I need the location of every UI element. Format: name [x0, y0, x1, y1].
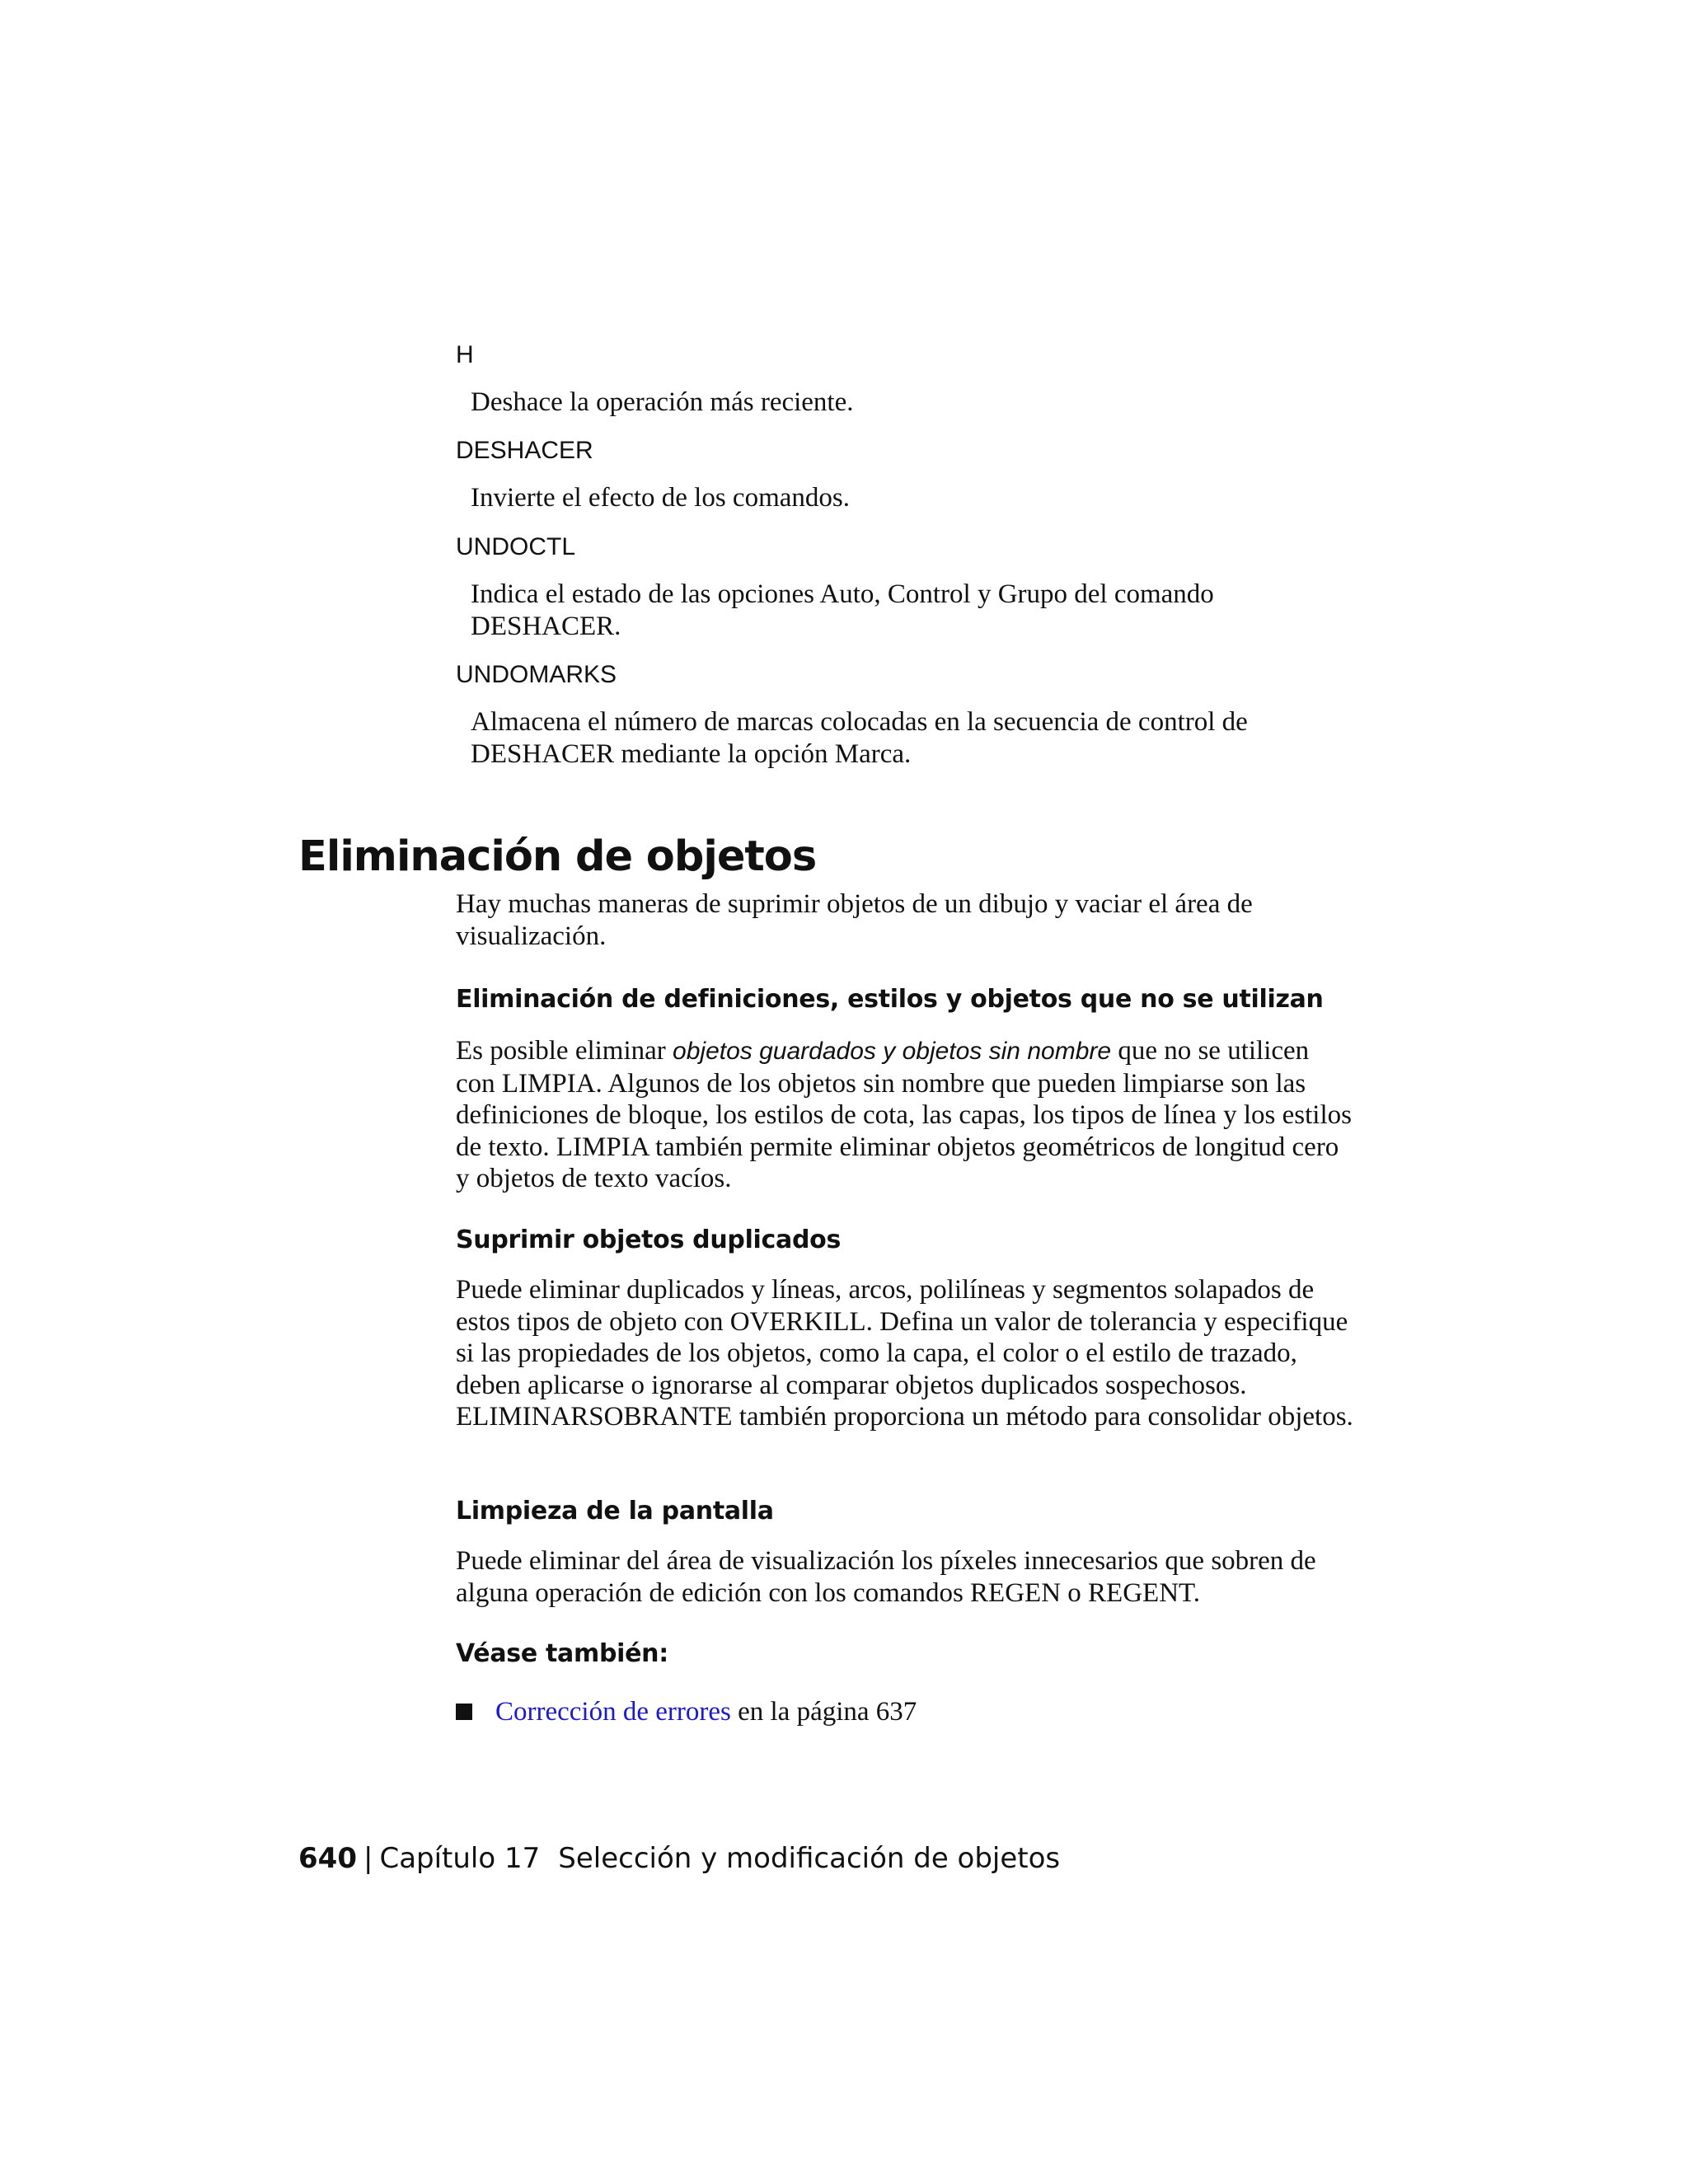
term-h: H — [456, 341, 474, 368]
term-undomarks: UNDOMARKS — [456, 661, 617, 688]
definition-undoctl: Indica el estado de las opciones Auto, Control y Grupo del comando DESHACER. — [471, 579, 1214, 641]
see-also-link[interactable]: Corrección de errores — [495, 1697, 731, 1727]
footer-separator: | — [363, 1842, 373, 1875]
footer-chapter: Capítulo 17 — [379, 1842, 541, 1875]
see-also-item — [456, 1694, 917, 1730]
page-footer — [298, 1840, 1060, 1877]
see-also-label: Véase también: — [456, 1639, 668, 1668]
term-undoctl: UNDOCTL — [456, 533, 576, 560]
emphasis-saved-objects: objetos guardados y objetos sin nombre — [673, 1038, 1112, 1065]
see-also-page-ref: en la página 637 — [730, 1697, 917, 1727]
definition-h: Deshace la operación más reciente. — [471, 387, 854, 417]
subsection-text-screen-cleanup: Puede eliminar del área de visualización los píxeles innecesarios que sobren de alguna operación de edición con los comandos REGEN o REGENT. — [456, 1546, 1316, 1608]
text-after: que no se utilicen con LIMPIA. Algunos de los objetos sin nombre que pueden limpiarse son las definiciones de bloque, los estilos de cota, las capas, los tipos de línea y los estilos de texto. LIMPIA también permite eliminar objetos geométricos de longitud cero y objetos de texto vacíos. — [456, 1036, 1352, 1193]
subsection-title-duplicates: Suprimir objetos duplicados — [456, 1226, 842, 1254]
section-title: Eliminación de objetos — [298, 832, 817, 881]
subsection-title-screen-cleanup: Limpieza de la pantalla — [456, 1497, 774, 1526]
definition-undomarks: Almacena el número de marcas colocadas en la secuencia de control de DESHACER mediante la opción Marca. — [471, 707, 1248, 769]
subsection-text-unused-objects — [456, 1035, 1354, 1195]
square-bullet-icon — [456, 1704, 472, 1720]
definition-deshacer: Invierte el efecto de los comandos. — [471, 483, 850, 513]
page-number: 640 — [298, 1842, 357, 1875]
subsection-title-unused-objects: Eliminación de definiciones, estilos y objetos que no se utilizan — [456, 985, 1324, 1014]
section-intro: Hay muchas maneras de suprimir objetos de un dibujo y vaciar el área de visualización. — [456, 889, 1253, 951]
footer-chapter-title: Selección y modificación de objetos — [558, 1842, 1061, 1875]
text-before: Es posible eliminar — [456, 1036, 673, 1066]
term-deshacer: DESHACER — [456, 437, 593, 464]
subsection-text-duplicates: Puede eliminar duplicados y líneas, arcos, polilíneas y segmentos solapados de estos tipos de objeto con OVERKILL. Defina un valor de tolerancia y especifique si las propiedades de los objetos, como la capa, el color o el estilo de trazado, deben aplicarse o ignorarse al comparar objetos duplicados sospechosos. ELIMINARSOBRANTE también proporciona un método para consolidar objetos. — [456, 1275, 1353, 1432]
